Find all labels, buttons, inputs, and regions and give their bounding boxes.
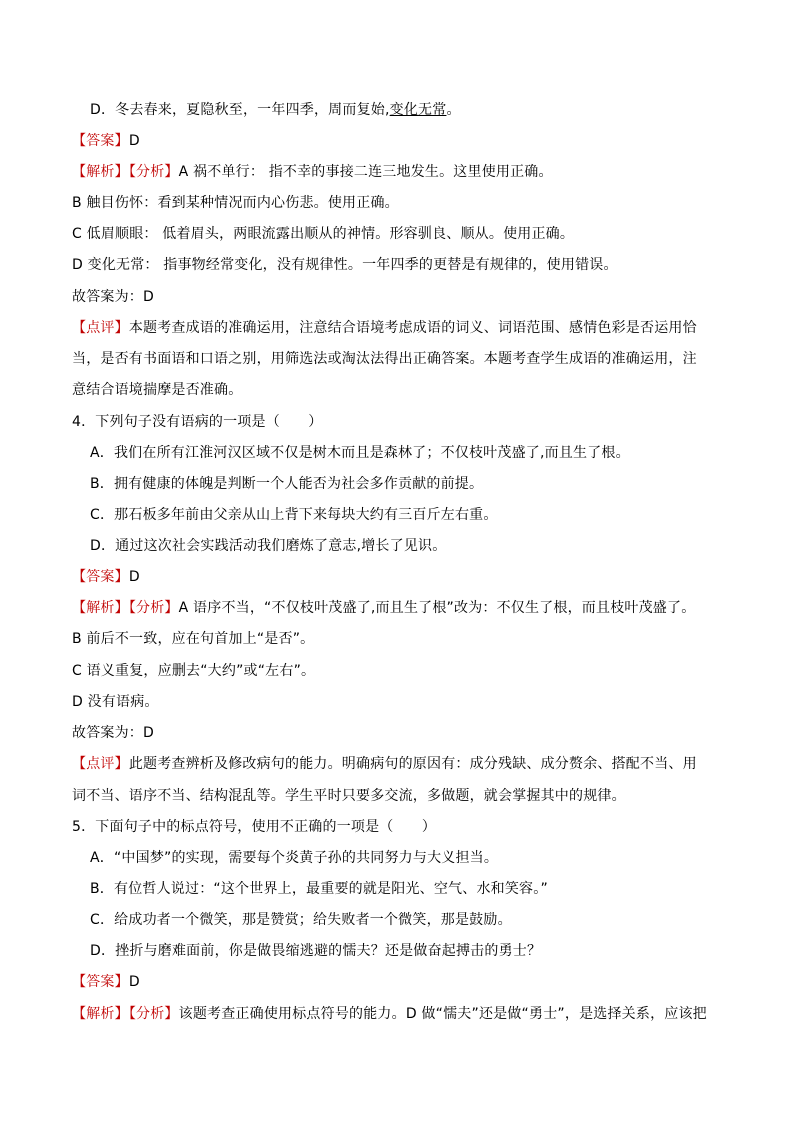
comment-text: 本题考查成语的准确运用，注意结合语境考虑成语的词义、词语范围、感情色彩是否运用恰 bbox=[128, 320, 697, 336]
q4-analysis-line-2: B 前后不一致，应在句首加上“是否”。 bbox=[72, 631, 315, 647]
q4-option-a: A．我们在所有江淮河汉区域不仅是树木而且是森林了；不仅枝叶茂盛了,而且生了根。 bbox=[90, 445, 630, 461]
q3-analysis-line-2: B 触目伤怀：看到某种情况而内心伤悲。使用正确。 bbox=[72, 195, 399, 211]
q3-answer bbox=[72, 131, 140, 151]
q5-answer bbox=[72, 972, 140, 992]
answer-value: D bbox=[128, 569, 140, 585]
q4-analysis-line-1 bbox=[72, 598, 695, 618]
q5-option-b: B．有位哲人说过：“这个世界上，最重要的就是阳光、空气、水和笑容。” bbox=[90, 881, 548, 897]
q4-final-answer: 故答案为：D bbox=[72, 725, 154, 741]
q3-analysis-line-1 bbox=[72, 162, 553, 182]
q3-comment-line-2: 当，是否有书面语和口语之别，用筛选法或淘汰法得出正确答案。本题考查学生成语的准确运用，注 bbox=[72, 351, 697, 367]
q4-option-c: C．那石板多年前由父亲从山上背下来每块大约有三百斤左右重。 bbox=[90, 507, 498, 523]
q3-comment-line-1 bbox=[72, 318, 697, 338]
q4-option-b: B．拥有健康的体魄是判断一个人能否为社会多作贡献的前提。 bbox=[90, 476, 484, 492]
q4-analysis-line-4: D 没有语病。 bbox=[72, 694, 159, 710]
q4-option-d: D．通过这次社会实践活动我们磨炼了意志,增长了见识。 bbox=[90, 538, 447, 554]
answer-tag: 【答案】 bbox=[72, 569, 129, 585]
q5-stem: 5．下面句子中的标点符号，使用不正确的一项是（ ） bbox=[72, 819, 437, 835]
q3-option-d bbox=[90, 100, 461, 120]
analysis-subtag: 【分析】 bbox=[128, 600, 179, 616]
comment-text: 此题考查辨析及修改病句的能力。明确病句的原因有：成分残缺、成分赘余、搭配不当、用 bbox=[128, 756, 697, 772]
q5-option-a: A．“中国梦”的实现，需要每个炎黄子孙的共同努力与大义担当。 bbox=[90, 850, 499, 866]
q3-final-answer: 故答案为：D bbox=[72, 289, 154, 305]
analysis-text: 该题考查正确使用标点符号的能力。D 做“懦夫”还是做“勇士”，是选择关系，应该把 bbox=[178, 1006, 707, 1022]
answer-value: D bbox=[128, 974, 140, 990]
analysis-subtag: 【分析】 bbox=[128, 164, 179, 180]
q4-stem: 4．下列句子没有语病的一项是（ ） bbox=[72, 414, 323, 430]
q4-comment-line-1 bbox=[72, 754, 697, 774]
q3-option-d-prefix: D．冬去春来，夏隐秋至，一年四季，周而复始, bbox=[90, 102, 390, 118]
q3-analysis-line-3: C 低眉顺眼： 低着眉头，两眼流露出顺从的神情。形容驯良、顺从。使用正确。 bbox=[72, 226, 575, 242]
q3-analysis-line-4: D 变化无常： 指事物经常变化，没有规律性。一年四季的更替是有规律的，使用错误。 bbox=[72, 257, 618, 273]
q4-answer bbox=[72, 567, 140, 587]
analysis-tag: 【解析】 bbox=[72, 600, 129, 616]
comment-tag: 【点评】 bbox=[72, 756, 129, 772]
q5-option-d: D．挫折与磨难面前，你是做畏缩逃避的懦夫？还是做奋起搏击的勇士？ bbox=[90, 943, 542, 959]
answer-value: D bbox=[128, 133, 140, 149]
analysis-tag: 【解析】 bbox=[72, 164, 129, 180]
q4-analysis-line-3: C 语义重复，应删去“大约”或“左右”。 bbox=[72, 663, 316, 679]
q3-option-d-underlined: 变化无常 bbox=[389, 102, 447, 118]
comment-tag: 【点评】 bbox=[72, 320, 129, 336]
analysis-tag: 【解析】 bbox=[72, 1006, 129, 1022]
analysis-subtag: 【分析】 bbox=[128, 1006, 179, 1022]
q4-comment-line-2: 词不当、语序不当、结构混乱等。学生平时只要多交流，多做题，就会掌握其中的规律。 bbox=[72, 788, 626, 804]
q3-option-d-suffix: 。 bbox=[446, 102, 461, 118]
analysis-text: A 语序不当，“不仅枝叶茂盛了,而且生了根”改为：不仅生了根，而且枝叶茂盛了。 bbox=[178, 600, 696, 616]
q5-option-c: C．给成功者一个微笑，那是赞赏；给失败者一个微笑，那是鼓励。 bbox=[90, 912, 512, 928]
answer-tag: 【答案】 bbox=[72, 133, 129, 149]
q5-analysis-line-1 bbox=[72, 1004, 707, 1024]
analysis-text: A 祸不单行： 指不幸的事接二连三地发生。这里使用正确。 bbox=[178, 164, 553, 180]
q3-comment-line-3: 意结合语境揣摩是否准确。 bbox=[72, 382, 243, 398]
answer-tag: 【答案】 bbox=[72, 974, 129, 990]
